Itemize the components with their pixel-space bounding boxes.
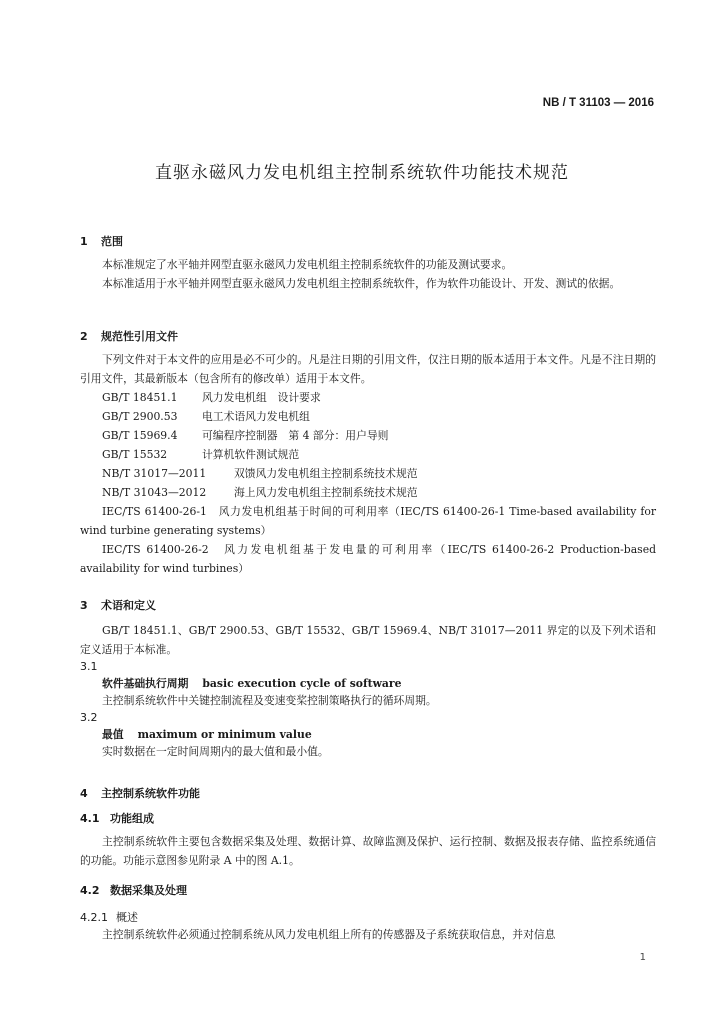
subsection-number: 4.2 <box>80 884 100 897</box>
reference-item <box>80 445 656 464</box>
section-1 <box>80 233 656 293</box>
section-title: 规范性引用文件 <box>101 330 178 343</box>
section-3 <box>80 597 656 761</box>
subsection-number: 4.2.1 <box>80 911 108 924</box>
subsection-title: 数据采集及处理 <box>110 884 187 897</box>
section-1-heading <box>80 233 656 249</box>
term-zh: 最值 <box>102 728 124 741</box>
reference-code: GB/T 2900.53 <box>102 410 178 423</box>
paragraph: 下列文件对于本文件的应用是必不可少的。凡是注日期的引用文件，仅注日期的版本适用于本文件。凡是不注日期的引用文件，其最新版本（包含所有的修改单）适用于本文件。 <box>80 353 656 385</box>
section-number: 3 <box>80 599 88 612</box>
term-en: maximum or minimum value <box>137 728 312 741</box>
reference-item <box>80 464 656 483</box>
paragraph: 主控制系统软件必须通过控制系统从风力发电机组上所有的传感器及子系统获取信息，并对信息 <box>102 928 556 941</box>
reference-title: 计算机软件测试规范 <box>202 448 300 461</box>
term-definition: 实时数据在一定时间周期内的最大值和最小值。 <box>102 745 329 758</box>
reference-code: GB/T 15532 <box>102 448 168 461</box>
section-4-heading <box>80 785 656 801</box>
standard-number: NB / T 31103 — 2016 <box>542 97 654 109</box>
reference-code: GB/T 15969.4 <box>102 429 178 442</box>
subsection-4-2-1-heading <box>80 909 656 925</box>
reference-title: 电工术语风力发电机组 <box>202 410 310 423</box>
section-4 <box>80 785 656 944</box>
subsection-title: 概述 <box>116 911 138 924</box>
reference-item <box>80 407 656 426</box>
reference-title: 可编程序控制器 第 4 部分：用户导则 <box>202 429 389 442</box>
reference-code: NB/T 31017—2011 <box>102 467 207 480</box>
reference-item <box>80 426 656 445</box>
document-title: 直驱永磁风力发电机组主控制系统软件功能技术规范 <box>155 163 569 183</box>
subsection-4-1-heading <box>80 810 656 826</box>
reference-title: 双馈风力发电机组主控制系统技术规范 <box>234 467 418 480</box>
section-title: 主控制系统软件功能 <box>101 787 200 800</box>
paragraph: GB/T 18451.1、GB/T 2900.53、GB/T 15532、GB/T 15969.4、NB/T 31017—2011 界定的以及下列术语和定义适用于本标准。 <box>80 624 656 656</box>
reference-title: 海上风力发电机组主控制系统技术规范 <box>234 486 418 499</box>
reference-title: 风力发电机组 设计要求 <box>202 391 321 404</box>
term-entry <box>80 676 656 691</box>
section-number: 4 <box>80 787 88 800</box>
subsection-number: 4.1 <box>80 812 100 825</box>
paragraph: 本标准规定了水平轴并网型直驱永磁风力发电机组主控制系统软件的功能及测试要求。 <box>102 258 513 271</box>
term-entry <box>80 727 656 742</box>
reference-code: NB/T 31043—2012 <box>102 486 207 499</box>
term-number: 3.1 <box>80 660 98 673</box>
term-en: basic execution cycle of software <box>202 677 402 690</box>
section-number: 1 <box>80 235 88 248</box>
reference-item <box>80 483 656 502</box>
subsection-4-2-heading <box>80 882 656 898</box>
paragraph: 主控制系统软件主要包含数据采集及处理、数据计算、故障监测及保护、运行控制、数据及报表存储、监控系统通信的功能。功能示意图参见附录 A 中的图 A.1。 <box>80 835 656 867</box>
reference-item: IEC/TS 61400-26-1 风力发电机组基于时间的可利用率（IEC/TS 61400-26-1 Time-based availability for wind turbine generating systems） <box>80 505 656 537</box>
section-2 <box>80 328 656 578</box>
reference-item <box>80 388 656 407</box>
term-zh: 软件基础执行周期 <box>102 677 189 690</box>
page-number: 1 <box>639 952 646 963</box>
reference-item: IEC/TS 61400-26-2 风力发电机组基于发电量的可利用率（IEC/TS 61400-26-2 Production-based availability for wind turbines） <box>80 543 656 575</box>
term-definition: 主控制系统软件中关键控制流程及变速变桨控制策略执行的循环周期。 <box>102 694 437 707</box>
reference-code: GB/T 18451.1 <box>102 391 178 404</box>
section-2-heading <box>80 328 656 344</box>
subsection-title: 功能组成 <box>110 812 154 825</box>
section-title: 范围 <box>101 235 123 248</box>
paragraph: 本标准适用于水平轴并网型直驱永磁风力发电机组主控制系统软件，作为软件功能设计、开发、测试的依据。 <box>102 277 621 290</box>
term-number: 3.2 <box>80 711 98 724</box>
section-title: 术语和定义 <box>101 599 156 612</box>
section-3-heading <box>80 597 656 613</box>
section-number: 2 <box>80 330 88 343</box>
